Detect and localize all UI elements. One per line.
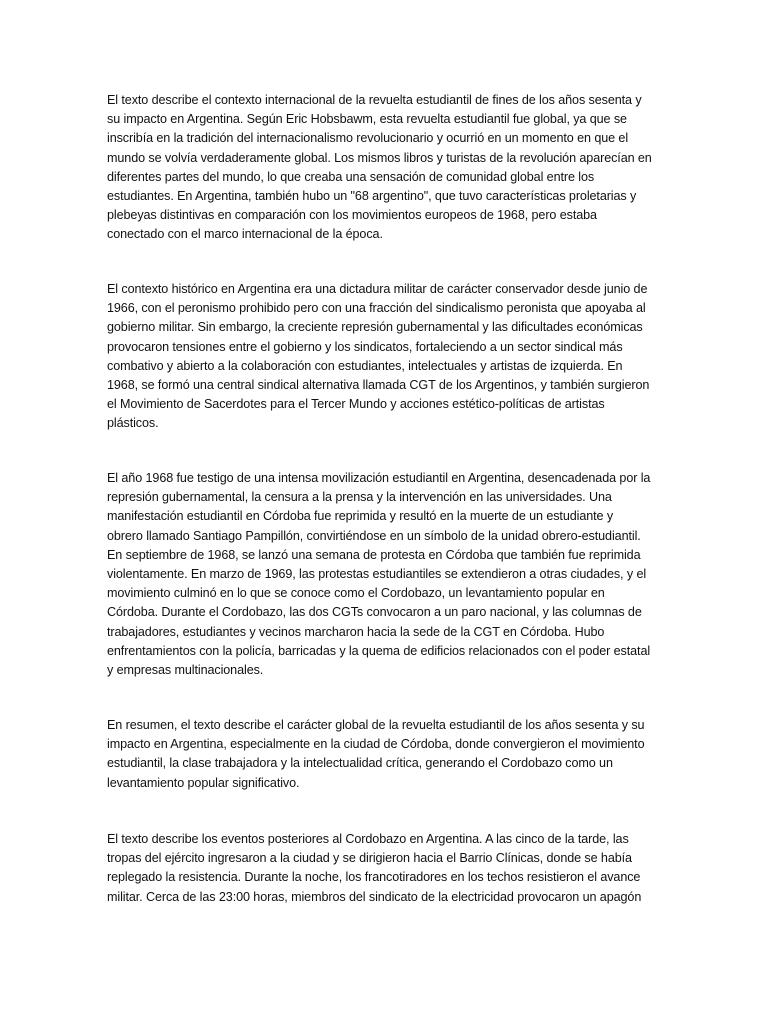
- paragraph-1: [107, 91, 667, 245]
- text-line: estudiantil, la clase trabajadora y la intelectualidad crítica, generando el Cordobazo como un: [107, 756, 613, 771]
- paragraph-3: [107, 469, 667, 680]
- text-line: El texto describe los eventos posteriores al Cordobazo en Argentina. A las cinco de la tarde, las: [107, 832, 629, 846]
- text-line: 1968, se formó una central sindical alternativa llamada CGT de los Argentinos, y también surgieron: [107, 378, 650, 393]
- text-line: represión gubernamental, la censura a la prensa y la intervención en las universidades. Una: [107, 490, 612, 505]
- text-line: manifestación estudiantil en Córdoba fue reprimida y resultó en la muerte de un estudiante y: [107, 509, 614, 524]
- paragraph-5: [107, 830, 667, 907]
- text-line: plásticos.: [107, 416, 159, 431]
- text-line: provocaron tensiones entre el gobierno y los sindicatos, fortaleciendo a un sector sindical más: [107, 339, 623, 354]
- text-line: gobierno militar. Sin embargo, la creciente represión gubernamental y las dificultades económicas: [107, 320, 643, 335]
- text-line: estudiantes. En Argentina, también hubo un "68 argentino", que tuvo características proletarias y: [107, 189, 637, 204]
- text-line: trabajadores, estudiantes y vecinos marcharon hacia la sede de la CGT en Córdoba. Hubo: [107, 624, 605, 639]
- text-line: 1966, con el peronismo prohibido pero con una fracción del sindicalismo peronista que apoyaba al: [107, 301, 646, 316]
- text-line: tropas del ejército ingresaron a la ciudad y se dirigieron hacia el Barrio Clínicas, donde se había: [107, 851, 632, 866]
- text-line: inscribía en la tradición del internacionalismo revolucionario y ocurrió en un momento en que el: [107, 131, 629, 146]
- text-line: En septiembre de 1968, se lanzó una semana de protesta en Córdoba que también fue reprimida: [107, 547, 641, 562]
- text-line: mundo se volvía verdaderamente global. Los mismos libros y turistas de la revolución aparecían en: [107, 150, 652, 165]
- text-line: combativo y abierto a la colaboración con estudiantes, intelectuales y artistas de izquierda. En: [107, 358, 623, 373]
- text-line: replegado la resistencia. Durante la noche, los francotiradores en los techos resistieron el avance: [107, 870, 641, 885]
- text-line: El contexto histórico en Argentina era una dictadura militar de carácter conservador desde junio de: [107, 282, 648, 296]
- text-line: El texto describe el contexto internacional de la revuelta estudiantil de fines de los años sesenta y: [107, 93, 642, 107]
- text-line: diferentes partes del mundo, lo que creaba una sensación de comunidad global entre los: [107, 169, 595, 184]
- text-line: el Movimiento de Sacerdotes para el Tercer Mundo y acciones estético-políticas de artistas: [107, 397, 605, 412]
- text-line: obrero llamado Santiago Pampillón, convirtiéndose en un símbolo de la unidad obrero-estudiantil.: [107, 528, 641, 543]
- text-line: y empresas multinacionales.: [107, 663, 264, 678]
- text-line: Córdoba. Durante el Cordobazo, las dos CGTs convocaron a un paro nacional, y las columnas de: [107, 605, 642, 620]
- text-line: militar. Cerca de las 23:00 horas, miembros del sindicato de la electricidad provocaron un apagón: [107, 889, 642, 904]
- text-line: El año 1968 fue testigo de una intensa movilización estudiantil en Argentina, desencadenada por la: [107, 471, 651, 485]
- paragraph-4: [107, 716, 667, 793]
- paragraph-2: [107, 280, 667, 434]
- text-line: conectado con el marco internacional de la época.: [107, 227, 383, 242]
- text-line: plebeyas distintivas en comparación con los movimientos europeos de 1968, pero estaba: [107, 208, 597, 223]
- text-line: En resumen, el texto describe el carácter global de la revuelta estudiantil de los años sesenta y su: [107, 718, 645, 732]
- text-line: impacto en Argentina, especialmente en la ciudad de Córdoba, donde convergieron el movimiento: [107, 737, 645, 752]
- text-line: su impacto en Argentina. Según Eric Hobsbawm, esta revuelta estudiantil fue global, ya que se: [107, 112, 627, 127]
- text-line: levantamiento popular significativo.: [107, 775, 300, 790]
- text-line: violentamente. En marzo de 1969, las protestas estudiantiles se extendieron a otras ciudades, y el: [107, 567, 647, 582]
- text-line: movimiento culminó en lo que se conoce como el Cordobazo, un levantamiento popular en: [107, 586, 605, 601]
- text-line: enfrentamientos con la policía, barricadas y la quema de edificios relacionados con el poder estatal: [107, 643, 651, 658]
